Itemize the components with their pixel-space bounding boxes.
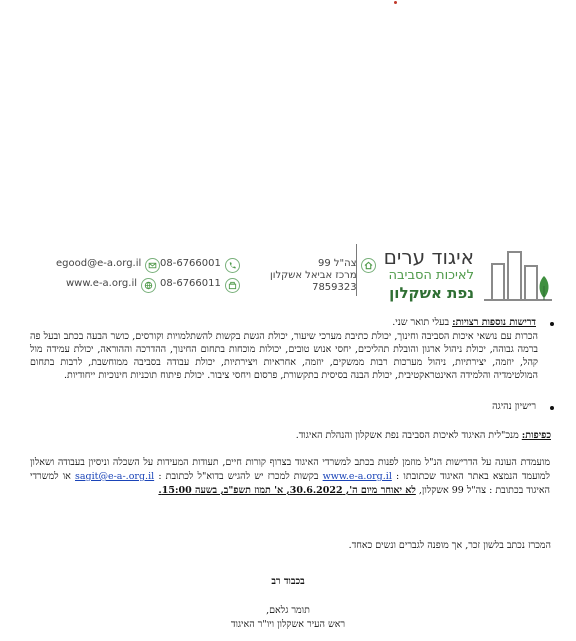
- fax-icon: [225, 278, 240, 293]
- closing-greeting: בכבוד רב: [271, 576, 305, 587]
- requirements-heading-line: [56, 316, 536, 329]
- fax-row: [160, 278, 240, 293]
- email-link[interactable]: sagit@e-a-.org.il: [75, 471, 155, 482]
- phone-row: [160, 258, 240, 273]
- home-icon: [361, 258, 376, 273]
- signer-title: ראש העיר אשקלון ויו"ר האיגוד: [230, 619, 346, 630]
- phone-number: 08-6766001: [160, 258, 221, 269]
- reports-to-label: כפיפות:: [521, 430, 551, 441]
- bullet: [550, 322, 554, 326]
- application-paragraph: [30, 456, 550, 498]
- reports-to-line: [31, 429, 551, 442]
- website-address[interactable]: www.e-a.org.il: [66, 278, 138, 289]
- requirements-paragraph: הכרות עם נושאי איכות הסביבה וחינוך, יכולת כתיבת מערכי שיעור, יכולת הגשת בקשות להשתלמויות וקורסים, כושר הבעה בכתב ובעל פה ברמה גבוהה, יכולת ניהול ארגון והובלת תהליכים, יחסי אנוש טובים, יכולות מוכחות בתחום החינוך, ההדרכה וההוראה, יכולת עמידה מול קהל, יוזמה, יצירתיות, ניהול מערכות רבות ממשקים, יוזמה, אחראיות ויצירתיות, יכולת עבודה בסביבה ממוחשבת, לרבות בתחום המולטימדיה והלמידה האינטראקטיבית, יכולת הבנה בסיסית בתקשורת, פרסום ויחסי ציבור. יכולת פיתוח תוכניות חינוכיות ייחודיות.: [30, 331, 538, 381]
- requirements-intro: בעלי תואר שני.: [392, 317, 450, 328]
- org-subtitle: לאיכות הסביבה: [388, 268, 474, 283]
- address-block: [270, 258, 376, 294]
- website-link[interactable]: www.e-a.org.il: [322, 471, 392, 482]
- org-name: איגוד ערים: [383, 245, 474, 269]
- envelope-icon: [145, 258, 160, 273]
- website-row: [66, 278, 156, 293]
- application-text-1: מועמדת העונה על הדרישות הנ"ל מוזמן לפנות בכתב למשרדי האיגוד בצרוף קורות חיים, תעודות המעידות על השכלה וניסיון בעבודה ושאלון למועמד הנמצא באתר האיגוד שכתובתו :: [30, 457, 550, 482]
- bullet: [550, 406, 554, 410]
- globe-icon: [141, 278, 156, 293]
- reports-to-text: מנכ"לית האיגוד לאיכות הסביבה נפת אשקלון והנהלת האיגוד.: [295, 430, 519, 441]
- gender-note: המכרז נכתב בלשון זכר, אך מופנה לגברים ונשים כאחד.: [348, 540, 551, 551]
- red-dot-mark: [394, 1, 397, 4]
- city-skyline-logo-icon: [478, 244, 556, 302]
- email-address[interactable]: egood@e-a.org.il: [56, 258, 142, 269]
- deadline: לא יאוחר מיום ה', 30.6.2022, א' תמוז תשפ"ב, בשעה 15:00.: [158, 485, 416, 496]
- address-center: מרכז אביאל אשקלון: [270, 270, 357, 281]
- application-text-2: בקשות למכרז יש להגיש בדוא"ל לכתובת :: [158, 471, 319, 482]
- application-text-3: או למשרדי האיגוד בכתובת : צה"ל 99 אשקלון,: [30, 471, 550, 496]
- email-row: [56, 258, 160, 273]
- driving-license: רישיון נהיגה: [492, 401, 536, 412]
- address-zip: 7859323: [312, 282, 357, 293]
- org-region: נפת אשקלון: [389, 284, 474, 302]
- signer-name: תומר גלאם,: [266, 605, 310, 616]
- fax-number: 08-6766011: [160, 278, 221, 289]
- requirements-label: דרישות נוספות רצויות:: [452, 317, 536, 328]
- phone-icon: [225, 258, 240, 273]
- letterhead: [0, 240, 576, 302]
- address-street: צה"ל 99: [317, 258, 357, 269]
